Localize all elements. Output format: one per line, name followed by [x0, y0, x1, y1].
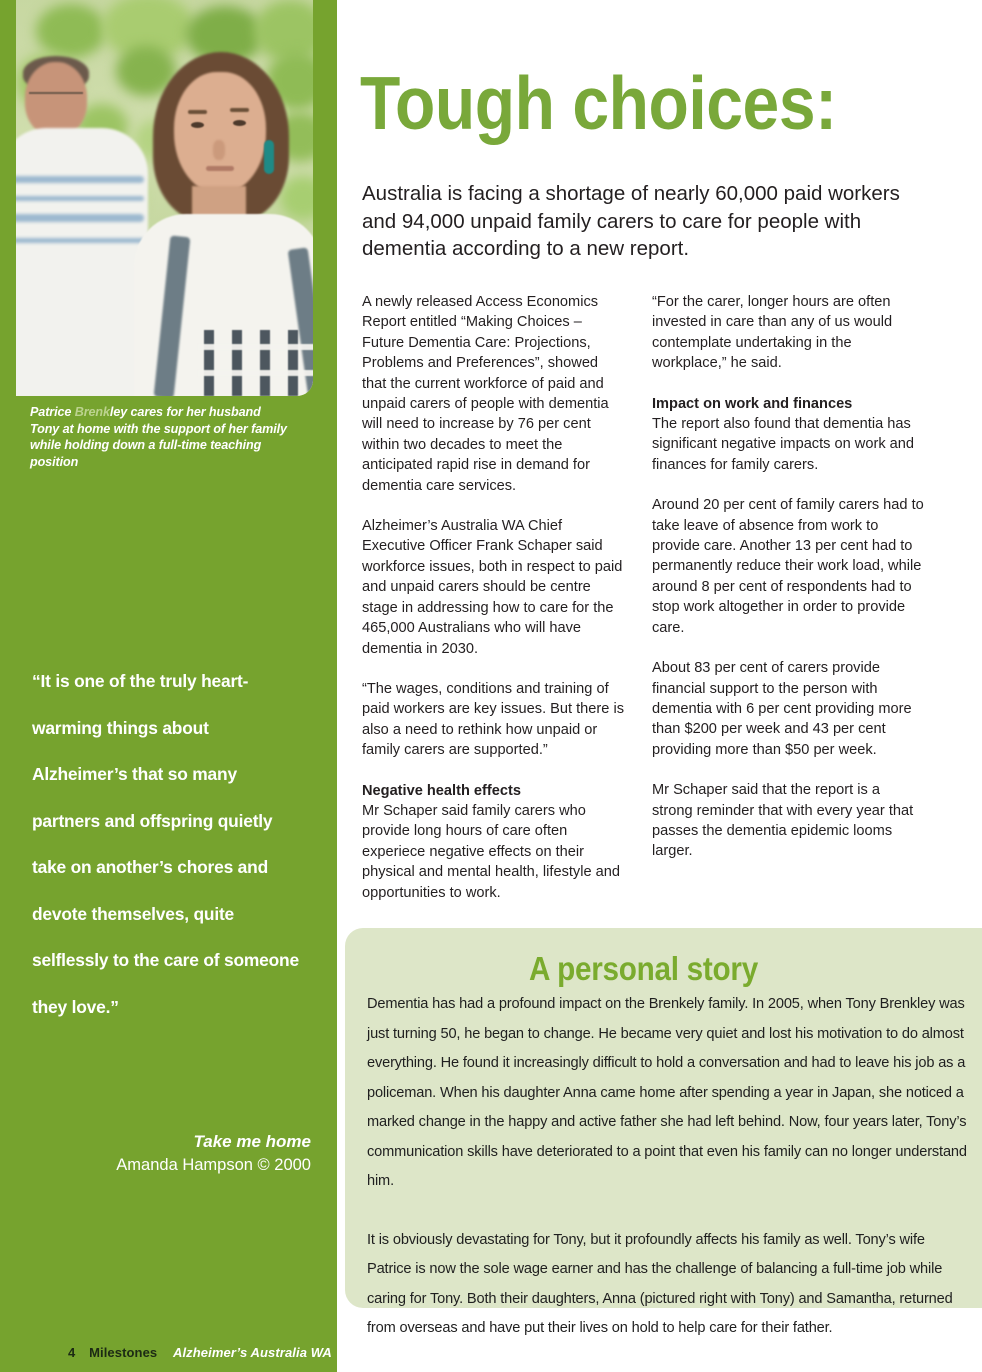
photo-man-glasses	[29, 92, 83, 103]
pull-quote-source-title: Take me home	[193, 1132, 311, 1151]
column-paragraph: “The wages, conditions and training of paid workers are key issues. But there is also a need to rethink how unpaid or family carers are supported.”	[362, 680, 624, 759]
pull-quote: “It is one of the truly heart-warming things about Alzheimer’s that so many partners and offspring quietly take on another’s chores and devote themselves, quite selflessly to the care of someone they love.”	[32, 671, 299, 1017]
article-standfirst: Australia is facing a shortage of nearly 60,000 paid workers and 94,000 unpaid family carers to care for people with dementia according to a new report.	[362, 182, 900, 260]
footer-organisation: Alzheimer’s Australia WA	[172, 1345, 332, 1360]
story-paragraph: It is obviously devastating for Tony, but it profoundly affects his family as well. Tony’s wife Patrice is now the sole wage earner and has the challenge of balancing a full-time job while caring for Tony. Both their daughters, Anna (pictured right with Tony) and Samantha, returned from overseas and have put their lives on hold to help care for their father.	[367, 1231, 953, 1336]
pull-quote-source-author: Amanda Hampson © 2000	[116, 1156, 311, 1174]
pull-quote-attribution	[30, 1130, 311, 1176]
column-paragraph: Around 20 per cent of family carers had to take leave of absence from work to provide care. Another 13 per cent had to permanently reduce their work load, while around 8 per cent of respondents had to stop work altogether in order to provide care.	[652, 497, 924, 636]
photo-woman-earring	[264, 140, 274, 174]
photo-man-body	[16, 128, 148, 396]
column-paragraph: A newly released Access Economics Report entitled “Making Choices – Future Dementia Care: Projections, Problems and Preferences”, showed that the current workforce of paid and unpaid carers of people with dementia will need to increase by 76 per cent within two decades to meet the anticipated rapid rise in demand for dementia care services.	[362, 294, 609, 494]
footer-page-number: 4	[68, 1345, 76, 1360]
white-top-strip	[337, 0, 982, 42]
column-subheading: Impact on work and finances	[652, 395, 853, 412]
page-footer	[68, 1345, 332, 1360]
column-paragraph: “For the carer, longer hours are often invested in care than any of us would contemplate undertaking in the workplace,” he said.	[652, 294, 893, 372]
personal-story-box	[345, 928, 982, 1336]
column-paragraph: Mr Schaper said that the report is a strong reminder that with every year that passes the dementia epidemic looms larger.	[652, 782, 914, 860]
story-paragraph: Dementia has had a profound impact on the Brenkely family. In 2005, when Tony Brenkley was just turning 50, he began to change. He became very quiet and lost his motivation to do almost everything. He found it increasingly difficult to hold a conversation and had to leave his job as a policeman. When his daughter Anna came home after spending a year in Japan, she noticed a marked change in the happy and active father she had left behind. Now, four years later, Tony’s communication skills have deteriorated to a point that even his family can no longer understand him.	[367, 996, 967, 1189]
article-column-left	[362, 292, 624, 923]
photo-caption	[30, 404, 290, 470]
caption-lead: Patrice	[30, 405, 75, 419]
caption-rest: ley cares for her husband Tony at home with the support of her family while holding down a full-time teaching position	[30, 405, 287, 469]
page-title: Tough choices:	[360, 61, 837, 145]
column-subheading: Negative health effects	[362, 782, 521, 799]
caption-name-highlight: Brenk	[74, 405, 110, 419]
column-paragraph: Mr Schaper said family carers who provide long hours of care often experiece negative effects on their physical and mental health, lifestyle and opportunities to work.	[362, 802, 620, 901]
footer-publication: Milestones	[89, 1345, 158, 1360]
article-photo	[16, 0, 313, 396]
personal-story-title: A personal story	[529, 950, 758, 987]
column-paragraph: The report also found that dementia has significant negative impacts on work and finances for family carers.	[652, 416, 915, 473]
photo-woman-face	[174, 72, 266, 194]
column-paragraph: About 83 per cent of carers provide financial support to the person with dementia with 6 per cent providing more than $200 per week and 43 per cent providing more than $50 per week.	[652, 660, 912, 758]
photo-background	[16, 0, 313, 396]
article-column-right	[652, 292, 924, 882]
personal-story-body	[367, 990, 967, 1344]
column-paragraph: Alzheimer’s Australia WA Chief Executive Officer Frank Schaper said workforce issues, both in respect to paid and unpaid carers should be centre stage in addressing how to care for the 465,000 Australians who will have dementia in 2030.	[362, 518, 623, 657]
